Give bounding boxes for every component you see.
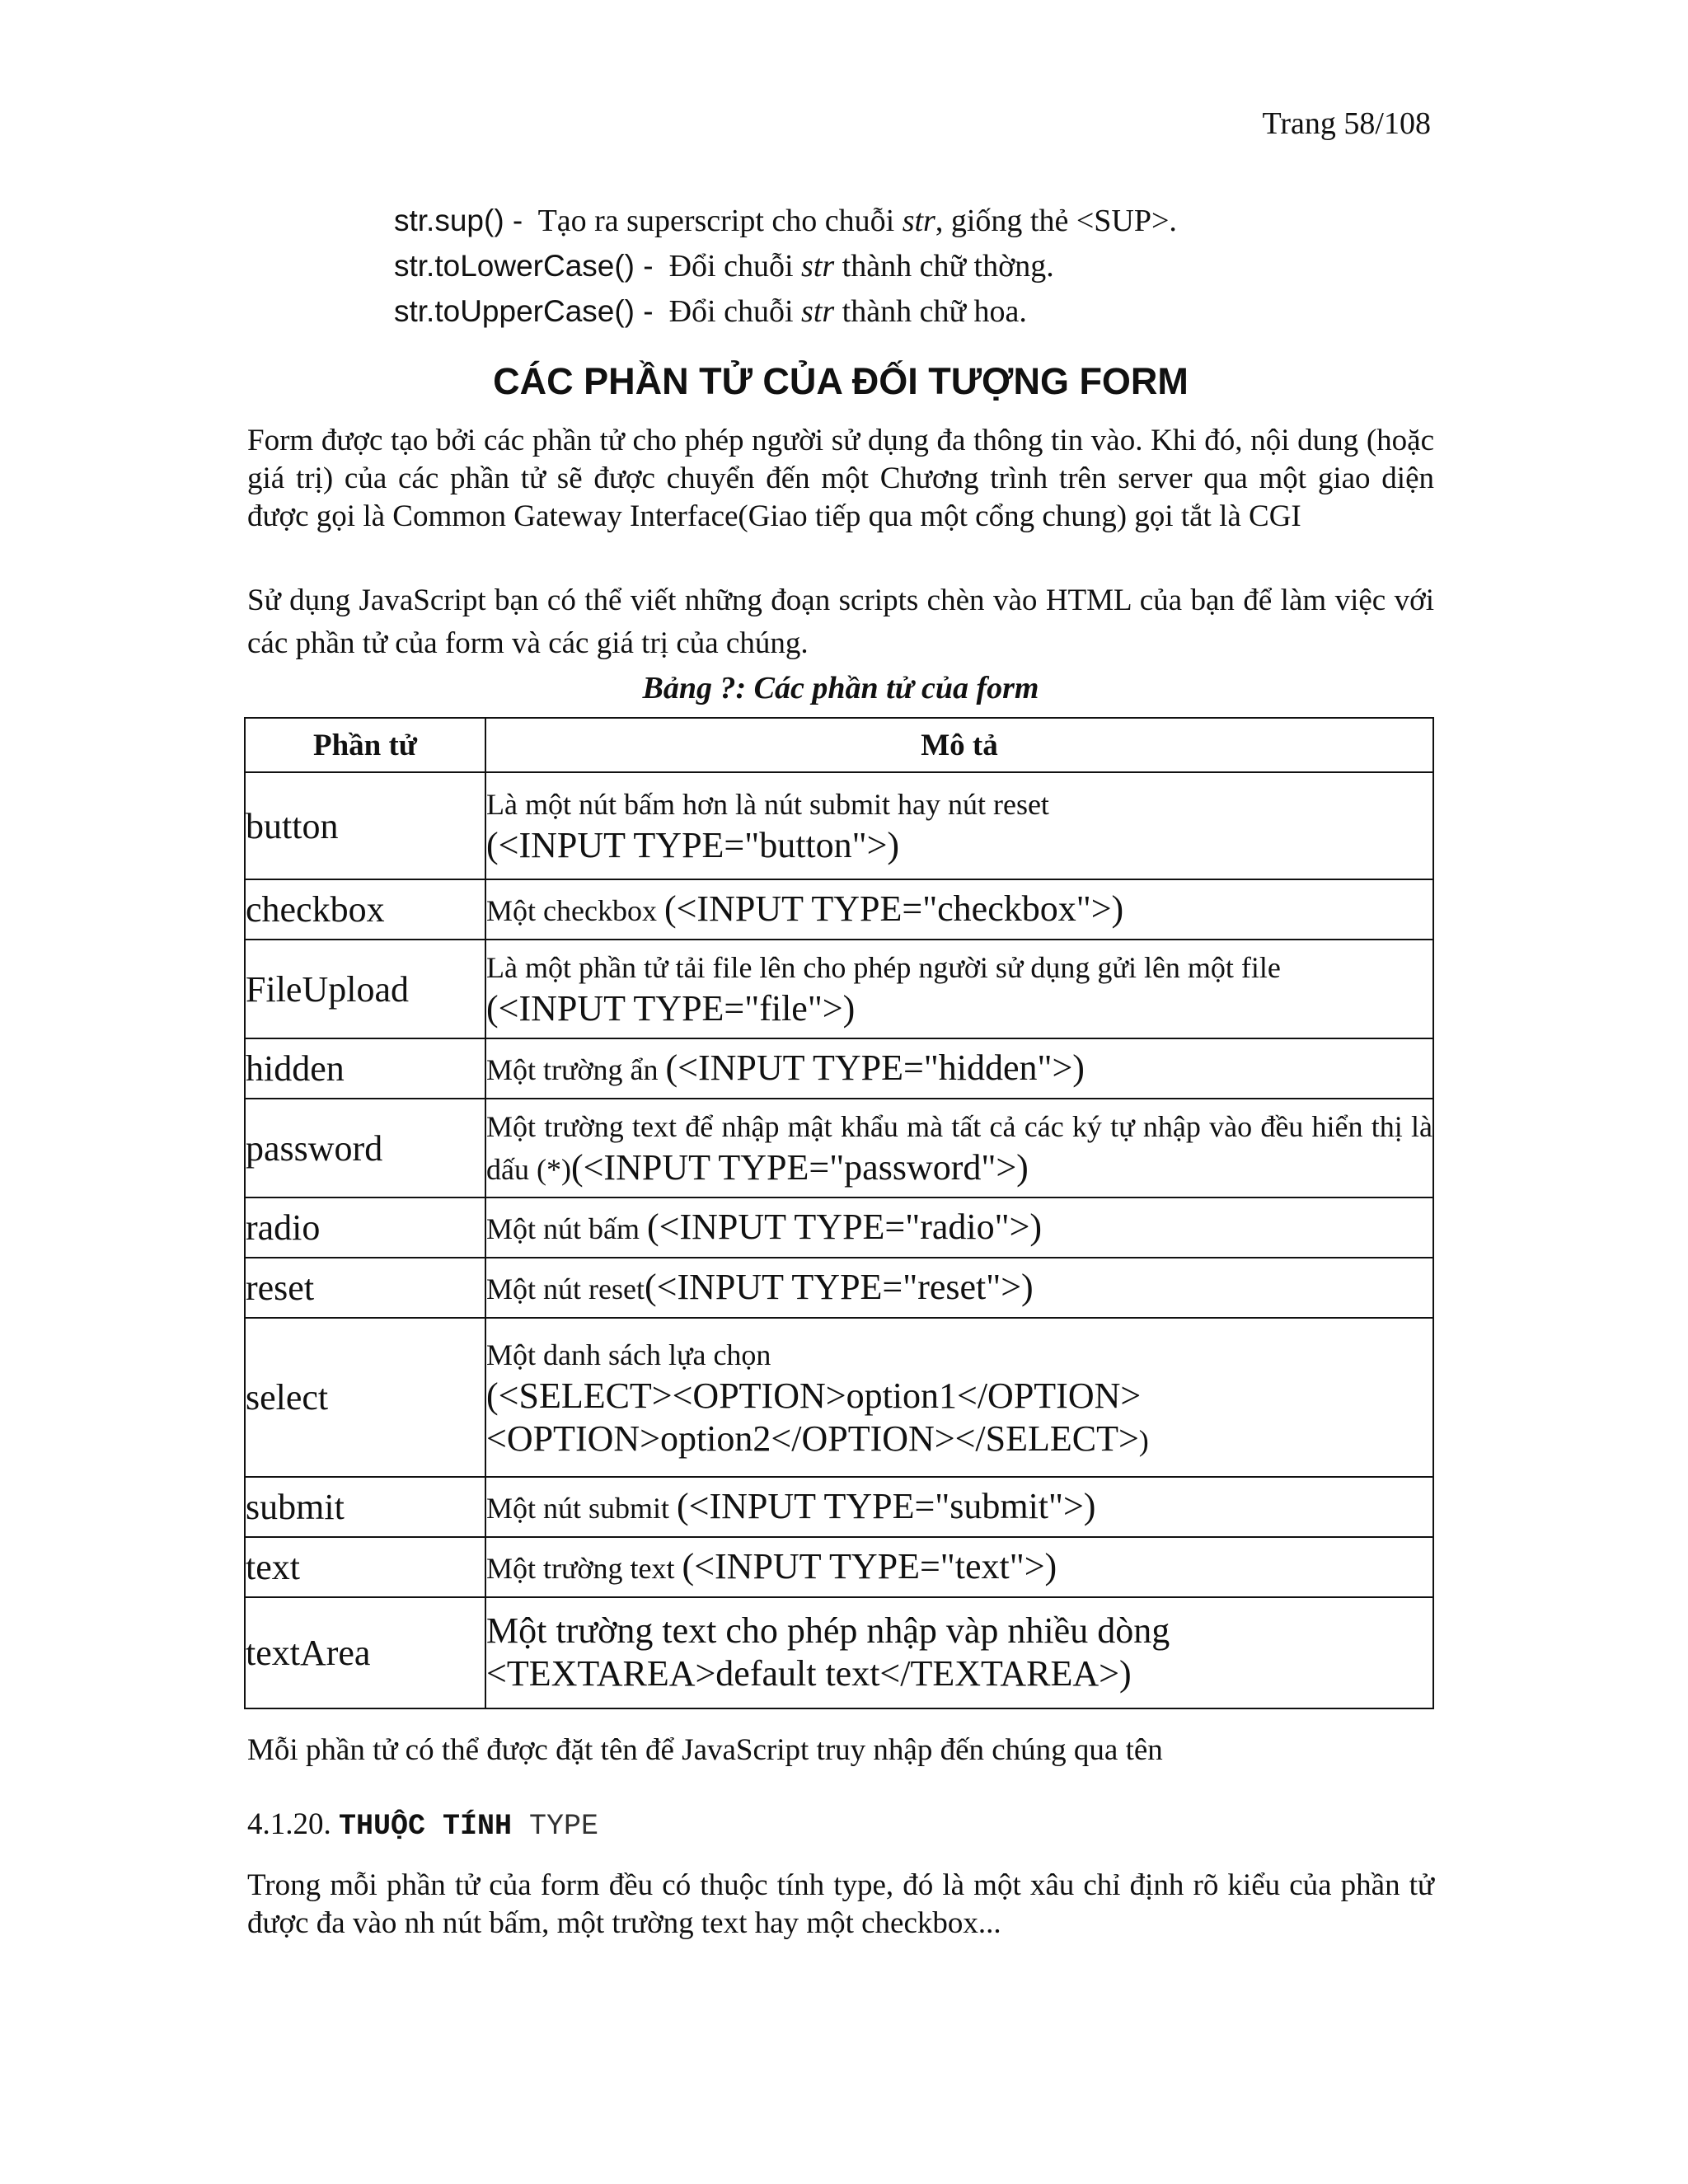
desc-code: (<INPUT TYPE="button">) xyxy=(486,825,900,865)
element-name: reset xyxy=(245,1258,485,1318)
intro-paragraph: Form được tạo bởi các phần tử cho phép người sử dụng đa thông tin vào. Khi đó, nội dung (hoặc giá trị) của các phần tử sẽ được chuyển đến một Chương trình trên server qua một giao diện được gọi là Common Gateway Interface(Giao tiếp qua một cổng chung) gọi tắt là CGI xyxy=(247,424,1434,533)
table-row xyxy=(245,1099,1433,1197)
element-name: textArea xyxy=(245,1597,485,1708)
method-desc-italic: str xyxy=(801,294,835,329)
method-line xyxy=(394,288,1449,334)
table-caption: Bảng ?: Các phần tử của form xyxy=(642,671,1039,705)
section-title: CÁC PHẦN TỬ CỦA ĐỐI TƯỢNG FORM xyxy=(493,360,1189,402)
element-description xyxy=(485,1477,1433,1537)
method-desc: Đổi chuỗi xyxy=(668,294,802,329)
desc-text: Một nút submit xyxy=(486,1491,678,1525)
method-desc-tail: thành chữ hoa. xyxy=(834,294,1027,329)
desc-text: Một trường ẩn xyxy=(486,1052,666,1086)
desc-code: (<SELECT><OPTION>option1</OPTION> xyxy=(486,1375,1142,1416)
method-line xyxy=(394,243,1449,288)
desc-text: Một checkbox xyxy=(486,893,664,927)
method-desc: Đổi chuỗi xyxy=(668,249,802,284)
subsection-number: 4.1.20. xyxy=(247,1807,339,1841)
element-name: button xyxy=(245,772,485,879)
table-row xyxy=(245,1318,1433,1477)
desc-text: Một danh sách lựa chọn xyxy=(486,1338,771,1371)
desc-code: (<INPUT TYPE="submit">) xyxy=(677,1485,1096,1526)
table-row xyxy=(245,1537,1433,1597)
element-description xyxy=(485,1597,1433,1708)
intro-paragraph: Sử dụng JavaScript bạn có thể viết những đoạn scripts chèn vào HTML của bạn để làm việc với các phần tử của form và các giá trị của chúng. xyxy=(247,583,1434,660)
desc-code: (<INPUT TYPE="checkbox">) xyxy=(663,888,1124,929)
desc-text: Một nút reset xyxy=(486,1272,645,1305)
method-desc-tail: , giống thẻ <SUP>. xyxy=(935,204,1177,238)
element-description xyxy=(485,772,1433,879)
table-row xyxy=(245,1477,1433,1537)
desc-code-tail: ) xyxy=(1138,1423,1149,1457)
desc-code: Một trường text cho phép nhập vàp nhiều dòng xyxy=(486,1610,1170,1651)
table-row xyxy=(245,940,1433,1038)
element-name: FileUpload xyxy=(245,940,485,1038)
element-name: text xyxy=(245,1537,485,1597)
method-name: str.toUpperCase() - xyxy=(394,294,654,328)
element-name: hidden xyxy=(245,1038,485,1099)
desc-text: Một nút bấm xyxy=(486,1212,647,1245)
method-desc-tail: thành chữ thờng. xyxy=(834,249,1054,284)
table-row xyxy=(245,772,1433,879)
method-desc-italic: str xyxy=(902,204,935,238)
element-description xyxy=(485,1537,1433,1597)
desc-code: (<INPUT TYPE="reset">) xyxy=(644,1266,1034,1307)
header-description: Mô tả xyxy=(485,718,1433,772)
desc-text: Là một nút bấm hơn là nút submit hay nút reset xyxy=(486,788,1049,821)
table-row xyxy=(245,1038,1433,1099)
desc-code: (<INPUT TYPE="password">) xyxy=(570,1147,1029,1188)
table-row xyxy=(245,879,1433,940)
method-line xyxy=(394,198,1449,243)
desc-text: Là một phần tử tải file lên cho phép người sử dụng gửi lên một file xyxy=(486,951,1281,984)
element-name: password xyxy=(245,1099,485,1197)
subsection-title: THUỘC TÍNH xyxy=(339,1810,513,1843)
table-row xyxy=(245,1197,1433,1258)
desc-code: (<INPUT TYPE="hidden">) xyxy=(665,1047,1085,1088)
element-description xyxy=(485,1099,1433,1197)
element-description xyxy=(485,1197,1433,1258)
element-name: radio xyxy=(245,1197,485,1258)
method-name: str.sup() - xyxy=(394,204,523,237)
element-name: select xyxy=(245,1318,485,1477)
desc-text: Một trường text để nhập mật khẩu mà tất cả các ký tự nhập vào đều hiển thị là dấu (*) xyxy=(486,1110,1432,1186)
desc-code: <OPTION>option2</OPTION></SELECT> xyxy=(486,1418,1139,1459)
subsection-heading xyxy=(247,1807,598,1843)
desc-code: (<INPUT TYPE="text">) xyxy=(682,1545,1057,1586)
desc-text: Một trường text xyxy=(486,1551,682,1585)
footer-note: Mỗi phần tử có thể được đặt tên để JavaScript truy nhập đến chúng qua tên xyxy=(247,1733,1163,1767)
method-name: str.toLowerCase() - xyxy=(394,249,654,283)
table-row xyxy=(245,1597,1433,1708)
desc-code: (<INPUT TYPE="file">) xyxy=(486,988,856,1029)
string-method-list xyxy=(394,198,1449,334)
form-elements-table xyxy=(244,717,1434,1709)
table-row xyxy=(245,1258,1433,1318)
element-name: submit xyxy=(245,1477,485,1537)
page-number: Trang 58/108 xyxy=(1262,106,1431,141)
subsection-keyword: TYPE xyxy=(512,1810,599,1843)
element-description xyxy=(485,940,1433,1038)
closing-paragraph: Trong mỗi phần tử của form đều có thuộc tính type, đó là một xâu chỉ định rõ kiểu của phần tử được đa vào nh nút bấm, một trường text hay một checkbox... xyxy=(247,1868,1434,1940)
desc-code: <TEXTAREA>default text</TEXTAREA>) xyxy=(486,1652,1132,1694)
element-name: checkbox xyxy=(245,879,485,940)
element-description xyxy=(485,1318,1433,1477)
element-description xyxy=(485,879,1433,940)
method-desc-italic: str xyxy=(801,249,835,284)
method-desc: Tạo ra superscript cho chuỗi xyxy=(537,204,903,238)
header-element: Phần tử xyxy=(245,718,485,772)
table-header-row xyxy=(245,718,1433,772)
desc-code: (<INPUT TYPE="radio">) xyxy=(647,1206,1043,1247)
element-description xyxy=(485,1038,1433,1099)
element-description xyxy=(485,1258,1433,1318)
